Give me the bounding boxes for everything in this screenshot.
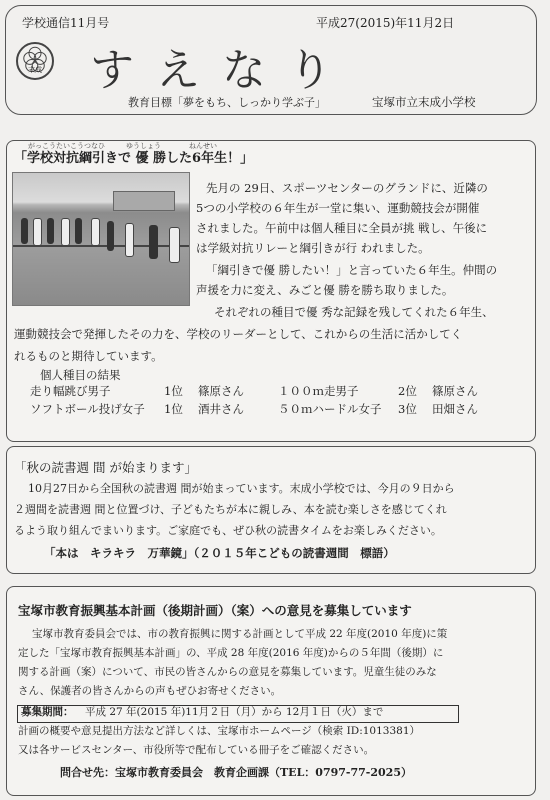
headline-furigana: がっこうたいこうつなひ ゆうしょう ねんせい (28, 142, 217, 150)
result-event: 走り幅跳び男子 (30, 384, 111, 398)
result-name: 篠原さん (432, 384, 478, 398)
issue-date: 平成27(2015)年11月2日 (316, 16, 455, 30)
result-place: 3位 (398, 402, 417, 416)
reading-slogan: 「本は キラキラ 万華鏡」（２０１５年こどもの読書週間 標語） (44, 546, 395, 560)
article2-line: るよう取り組んでまいります。ご家庭でも、ぜひ秋の読書タイムをお楽しみください。 (14, 524, 442, 537)
article2-line: 10月27日から全国秋の読書週 間が始まっています。末成小学校では、今月の９日から (28, 482, 455, 495)
education-motto: 教育目標「夢をもち、しっかり学ぶ子」 (128, 96, 326, 109)
article1-line: は学級対抗リレーと綱引きが行 われました。 (196, 241, 430, 255)
article3-line: さん、保護者の皆さんからの声もぜひお寄せください。 (18, 685, 282, 697)
article1-line: それぞれの種目で優 秀な記録を残してくれた６年生、 (214, 305, 494, 319)
article3-line: 宝塚市教育委員会では、市の教育振興に関する計画として平成 22 年度(2010 年度)に策 (32, 628, 448, 640)
result-name: 篠原さん (198, 384, 244, 398)
period-value: 平成 27 年(2015 年)11月２日（月）から 12月１日（火）まで (85, 706, 384, 718)
article1-line: 声援を力に変え、みごと優 勝を勝ち取りました。 (196, 283, 454, 297)
period-label: 募集期間： (21, 706, 74, 718)
article1-line: 運動競技会で発揮したその力を、学校のリーダーとして、これからの生活に活かしてく (14, 327, 463, 341)
result-event: ソフトボール投げ女子 (30, 402, 145, 416)
result-place: 1位 (164, 402, 183, 416)
result-name: 田畑さん (432, 402, 478, 416)
result-event: ５０ｍハードル女子 (278, 402, 382, 416)
article3-detail: 又は各サービスセンター、市役所等で配布している冊子をご確認ください。 (18, 744, 375, 756)
issue-label: 学校通信11月号 (22, 16, 110, 30)
article1-headline: 「学校対抗綱引きで 優 勝した6年生！」 (14, 151, 254, 166)
result-place: 1位 (164, 384, 183, 398)
article1-line: れるものと期待しています。 (14, 349, 163, 363)
newsletter-title: すえなり (90, 45, 354, 96)
article2-headline: 「秋の読書週 間 が始まります」 (14, 460, 197, 475)
article1-line: 先月の 29日、スポーツセンターのグランドに、近隣の (206, 181, 488, 195)
article3-headline: 宝塚市教育振興基本計画（後期計画）（案）への意見を募集しています (18, 603, 412, 618)
result-place: 2位 (398, 384, 417, 398)
article3-detail: 計画の概要や意見提出方法など詳しくは、宝塚市ホームページ（検索 ID:1013381） (18, 725, 420, 737)
article3-line: 定した「宝塚市教育振興基本計画」の、平成 28 年度(2016 年度)からの５年間（後期）に (18, 647, 444, 659)
tug-of-war-photo (12, 172, 190, 306)
contact-info: 問合せ先：宝塚市教育委員会 教育企画課（TEL：0797-77-2025） (60, 766, 412, 779)
results-heading: 個人種目の結果 (40, 368, 121, 382)
result-name: 酒井さん (198, 402, 244, 416)
seal-text: 末成 (28, 66, 42, 74)
article3-line: 関する計画（案）について、市民の皆さんからの意見を募集しています。児童生徒のみな (18, 666, 437, 678)
article1-line: されました。午前中は個人種目に全員が挑 戦し、午後に (196, 221, 488, 235)
article1-line: 5つの小学校の６年生が一堂に集い、運動競技会が開催 (196, 201, 480, 215)
school-name: 宝塚市立末成小学校 (372, 95, 476, 109)
result-event: １００ｍ走男子 (278, 384, 359, 398)
article2-line: ２週間を読書週 間と位置づけ、子どもたちが本に親しみ、本を読む楽しさを感じてくれ (14, 503, 447, 516)
article1-line: 「綱引きで優 勝したい！」と言っていた６年生。仲間の (206, 263, 498, 277)
